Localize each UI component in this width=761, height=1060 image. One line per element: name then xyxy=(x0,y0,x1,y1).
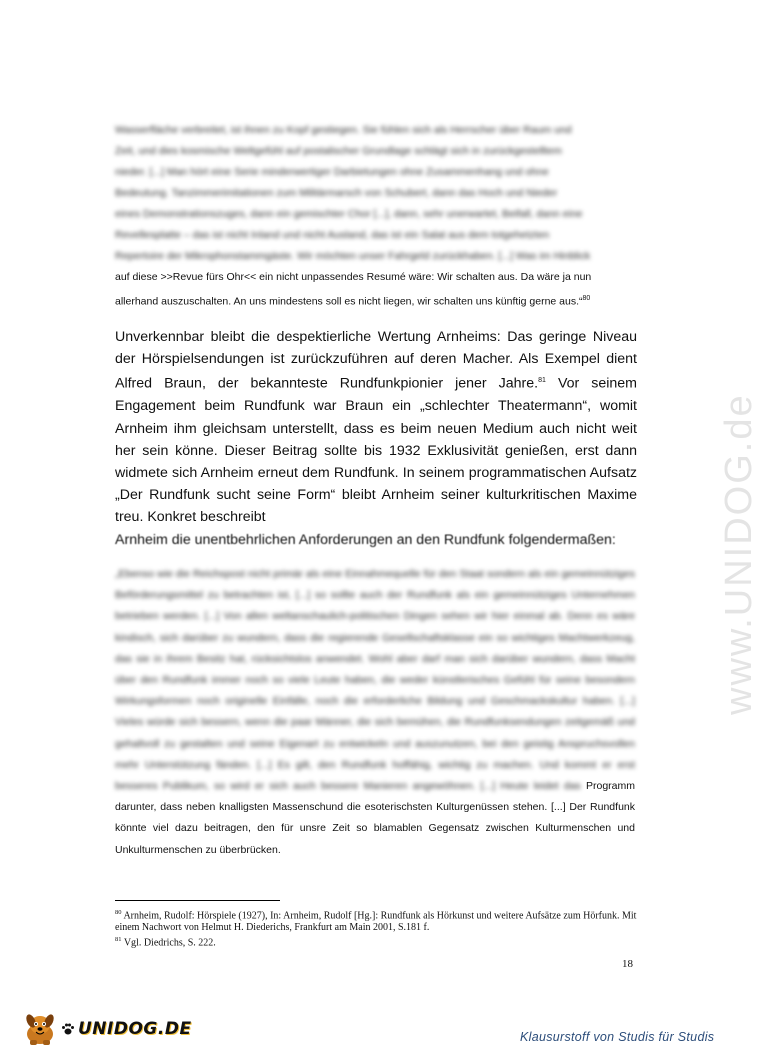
quote-text-clear: Programm darunter, dass neben knalligsten Massenschund die esoterischsten Kulturgenüssen stehen. [...] Der Rundfunk könnte viel dazu beitragen, den für unsre Zeit so blamablen Gegensatz zwischen Kulturmenschen und Unkulturmenschen zu überbrücken. xyxy=(115,780,635,856)
dog-mascot-icon xyxy=(20,1012,60,1046)
unidog-logo[interactable] xyxy=(20,1012,192,1046)
quote-line: Wasserfläche verbreitet, ist ihnen zu Kopf gestiegen. Sie fühlen sich als Herrscher über Raum und xyxy=(115,124,572,136)
blockquote-hoerspiele xyxy=(115,120,635,313)
blurred-quote-text: „Ebenso wie die Reichspost nicht primär als eine Einnahmequelle für den Staat sondern als ein gemeinnütziges Beförderungsmittel zu betrachten ist, [...] so sollte auch der Rundfunk als ein gemeinnütziges Unternehmen betrieben werden. [...] Von allen weltanschaulich-politischen Dingen sehen wir hier einmal ab. Denn es wäre kindisch, sich darüber zu wundern, dass die regierende Gesellschaftsklasse ein so wichtiges Machtwerkzeug, das sie in ihrem Besitz hat, rücksichtslos anwendet. Wohl aber darf man sich darüber wundern, dass Macht über den Rundfunk immer noch so viele Leute haben, die weder künstlerisches Gefühl für seine besondern Wirkungsformen noch originelle Einfälle, noch die erforderliche Bildung und Geschmackskultur haben. [...] Vieles würde sich bessern, wenn die paar Männer, die sich bemühen, die Rundfunksendungen zeitgemäß und gehaltvoll zu gestalten und seine Eigenart zu entwickeln und auszunutzen, bei den geistig Anspruchsvollen mehr Unterstützung fänden. [...] Es gilt, den Rundfunk hoffähig, wichtig zu machen. Und kommt er erst besseres Publikum, so wird er sich auch bessere Manieren angewöhnen. [...] Heute leidet das xyxy=(115,568,635,793)
footnote-ref: 81 xyxy=(538,377,546,385)
body-text-part: Vor seinem Engagement beim Rundfunk war Braun ein „schlechter Theatermann“, womit Arnheim ihm gleichsam unterstellt, dass es beim neuen Medium auch nicht weit her sein könne. Dieser Beitrag sollte bis 1932 Exklusivität genießen, erst dann widmete sich Arnheim erneut dem Rundfunk. In seinem programmatischen Aufsatz „Der Rundfunk sucht seine Form“ bleibt Arnheim seiner kulturkritischen Maxime treu. Konkret beschreibt xyxy=(115,376,637,526)
quote-line: eines Demonstrationszuges, dann ein gemischter Chor [...], dann, sehr unerwartet, Beifall, dann eine xyxy=(115,208,583,220)
body-paragraph xyxy=(115,326,637,551)
quote-line-clear xyxy=(115,288,635,313)
footnote-text: Arnheim, Rudolf: Hörspiele (1927), In: Arnheim, Rudolf [Hg.]: Rundfunk als Hörkunst und weitere Aufsätze zum Hörfunk. Mit einem Nachwort von Helmut H. Diederichs, Frankfurt am Main 2001, S.181 f. xyxy=(115,910,637,934)
footnotes xyxy=(115,907,645,950)
blurred-quote-lines xyxy=(115,120,635,267)
footnote-item xyxy=(115,934,645,949)
quote-line: nieder. [...] Man hört eine Serie minderwertiger Darbietungen ohne Zusammenhang und ohne xyxy=(115,166,549,178)
footnote-item xyxy=(115,907,645,934)
quote-line: Revellesplatte – das ist nicht Inland und nicht Ausland, das ist ein Salat aus dem totgehetzten xyxy=(115,229,550,241)
footer-tagline: Klausurstoff von Studis für Studis xyxy=(520,1030,715,1044)
footnote-divider xyxy=(115,900,280,901)
quote-line: Zeit, und dies kosmische Weltgefühl auf postalischer Grundlage schlägt sich in zurückgestelltem xyxy=(115,145,562,157)
footnote-number: 81 xyxy=(115,936,122,944)
blockquote-rundfunk xyxy=(115,564,635,861)
paw-icon xyxy=(61,1022,75,1036)
footnote-text: Vgl. Diedrichs, S. 222. xyxy=(123,937,216,949)
quote-line: Repertoire der Mikrophonstammgäste. Wir möchten unser Fahrgeld zurückhaben. [...] Was im Hinblick xyxy=(115,250,591,262)
footnote-ref: 80 xyxy=(582,295,591,302)
quote-line-text: allerhand auszuschalten. An uns mindestens soll es nicht liegen, wir schalten uns künftig gerne aus.“ xyxy=(115,295,583,308)
logo-text: UNIDOG.DE xyxy=(78,1019,192,1039)
quote-line: Bedeutung. Tanzimmerimitationen zum Militärmarsch von Schubert, dann das Hoch und Nieder xyxy=(115,187,558,199)
footnote-number: 80 xyxy=(115,909,122,916)
body-text-part: Unverkennbar bleibt die despektierliche Wertung Arnheims: Das geringe Niveau der Hörspielsendungen ist zurückzuführen auf deren Macher. Als Exempel dient Alfred Braun, der bekannteste Rundfunkpionier jener Jahre. xyxy=(115,329,637,393)
quote-line-clear: auf diese >>Revue fürs Ohr<< ein nicht unpassendes Resumé wäre: Wir schalten aus. Da wäre ja nun xyxy=(115,271,592,283)
page-number: 18 xyxy=(622,958,633,970)
body-last-line: Arnheim die unentbehrlichen Anforderungen an den Rundfunk folgendermaßen: xyxy=(115,531,616,548)
watermark: www.UNIDOG.de xyxy=(718,393,760,715)
